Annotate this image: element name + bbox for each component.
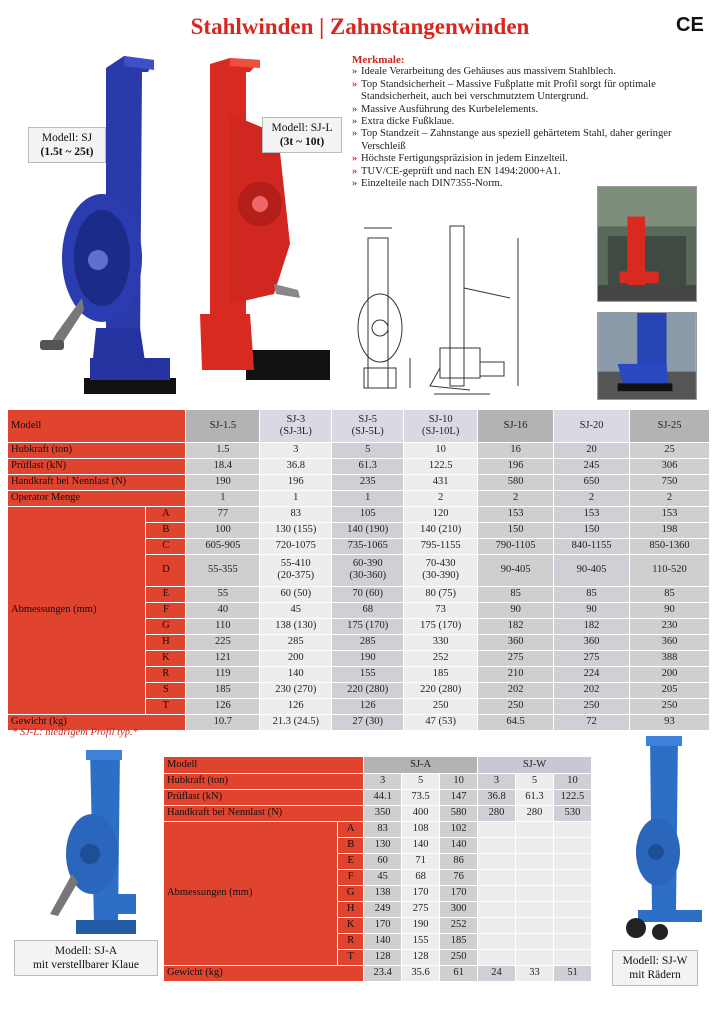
dimension-key: F [338,869,364,885]
table-cell: 5 [402,773,440,789]
empty-cell [516,901,554,917]
table-cell: 140 (210) [404,522,478,538]
empty-cell [516,853,554,869]
table-cell: 300 [440,901,478,917]
sjl-jack-image [190,54,340,394]
table-cell: 275 [478,650,554,666]
table-cell: 70-430 (30-390) [404,554,478,586]
table-cell: 73.5 [402,789,440,805]
table-cell: 2 [630,490,710,506]
table-cell: 153 [630,506,710,522]
row-label: Hubkraft (ton) [8,442,186,458]
table-cell: 2 [478,490,554,506]
dimension-key: B [338,837,364,853]
table-cell: 10 [404,442,478,458]
table-cell: 85 [554,586,630,602]
empty-cell [516,933,554,949]
table-cell: 61.3 [516,789,554,805]
table-cell: 285 [332,634,404,650]
table-cell: 170 [364,917,402,933]
table-cell: 170 [402,885,440,901]
sja-jack-image [32,744,172,940]
table-cell: 73 [404,602,478,618]
table-cell: 119 [186,666,260,682]
table-cell: 90-405 [478,554,554,586]
dimension-key: A [338,821,364,837]
dimension-key: A [146,506,186,522]
table-cell: 250 [404,698,478,714]
table-cell: 61 [440,965,478,981]
table-cell: 205 [630,682,710,698]
table-cell: 1 [332,490,404,506]
table-cell: 2 [404,490,478,506]
technical-drawing [350,218,590,403]
empty-cell [478,821,516,837]
table-cell: 47 (53) [404,714,478,730]
table-cell: 530 [553,805,591,821]
empty-cell [553,885,591,901]
empty-cell [516,917,554,933]
table-cell: 44.1 [364,789,402,805]
specs-table-sj [8,410,710,731]
empty-cell [553,933,591,949]
table-cell: 138 (130) [260,618,332,634]
table-cell: 55-410 (20-375) [260,554,332,586]
feature-item: » Top Standzeit – Zahnstange aus speziell gehärtetem Stahl, daher geringer Verschleiß [352,128,697,153]
table-cell: 250 [440,949,478,965]
table-cell: 110 [186,618,260,634]
table-cell: 155 [402,933,440,949]
table-cell: 230 (270) [260,682,332,698]
table-cell: 33 [516,965,554,981]
table-cell: 245 [554,458,630,474]
table-cell: 202 [554,682,630,698]
table-cell: 790-1105 [478,538,554,554]
table-cell: 122.5 [553,789,591,805]
table-cell: 140 [260,666,332,682]
table-cell: 10 [553,773,591,789]
table-cell: 5 [516,773,554,789]
row-label: Prüflast (kN) [164,789,364,805]
empty-cell [516,885,554,901]
table-cell: 210 [478,666,554,682]
table-cell: 2 [554,490,630,506]
table-cell: 55 [186,586,260,602]
dimension-key: E [338,853,364,869]
table-cell: 200 [630,666,710,682]
table-cell: 10 [440,773,478,789]
header-label: Modell [8,410,186,442]
table-cell: 24 [478,965,516,981]
table-cell: 275 [554,650,630,666]
group-header: SJ-A [364,757,478,773]
footnote: * SJ-L: niedrigem Profil typ.* [12,727,138,738]
table-cell: 182 [478,618,554,634]
table-cell: 252 [404,650,478,666]
empty-cell [553,917,591,933]
table-cell: 250 [554,698,630,714]
empty-cell [478,853,516,869]
table-cell: 40 [186,602,260,618]
table-cell: 175 (170) [332,618,404,634]
table-cell: 388 [630,650,710,666]
table-cell: 100 [186,522,260,538]
table-cell: 83 [364,821,402,837]
table-cell: 68 [332,602,404,618]
empty-cell [516,869,554,885]
sjw-model-desc: mit Rädern [629,969,681,981]
empty-cell [553,949,591,965]
table-cell: 140 [364,933,402,949]
feature-item: » Massive Ausführung des Kurbelelements. [352,104,697,116]
table-cell: 153 [478,506,554,522]
table-cell: 750 [630,474,710,490]
dimension-key: T [338,949,364,965]
table-cell: 10.7 [186,714,260,730]
table-cell: 90 [478,602,554,618]
table-cell: 18.4 [186,458,260,474]
table-cell: 3 [478,773,516,789]
table-cell: 580 [478,474,554,490]
row-label: Gewicht (kg) [8,714,186,730]
table-cell: 360 [478,634,554,650]
feature-item: » Top Standsicherheit – Massive Fußplatte mit Profil sorgt für optimale Standsicherheit, auch bei verschmutztem Untergrund. [352,79,697,104]
table-cell: 90 [554,602,630,618]
table-cell: 23.4 [364,965,402,981]
table-cell: 252 [440,917,478,933]
table-cell: 3 [364,773,402,789]
sjw-jack-image [598,732,708,944]
features-heading: Merkmale: [352,54,405,66]
empty-cell [516,821,554,837]
sj-jack-image [36,48,196,398]
table-cell: 249 [364,901,402,917]
sjl-model-range: (3t ~ 10t) [279,136,325,148]
table-cell: 220 (280) [332,682,404,698]
feature-item: » Ideale Verarbeitung des Gehäuses aus massivem Stahlblech. [352,66,697,78]
dimension-key: E [146,586,186,602]
table-cell: 605-905 [186,538,260,554]
machine-photo [597,186,697,302]
table-cell: 138 [364,885,402,901]
dimensions-label: Abmessungen (mm) [164,821,338,965]
table-cell: 170 [440,885,478,901]
sjl-model-name: Modell: SJ-L [271,122,333,134]
table-cell: 5 [332,442,404,458]
dimension-key: C [146,538,186,554]
table-cell: 155 [332,666,404,682]
table-cell: 224 [554,666,630,682]
column-header: SJ-3 (SJ-3L) [260,410,332,442]
table-cell: 431 [404,474,478,490]
dimension-key: R [146,666,186,682]
table-cell: 1 [186,490,260,506]
table-cell: 182 [554,618,630,634]
table-cell: 126 [186,698,260,714]
table-cell: 61.3 [332,458,404,474]
table-cell: 230 [630,618,710,634]
table-cell: 220 (280) [404,682,478,698]
feature-item: » Höchste Fertigungspräzision in jedem Einzelteil. [352,153,697,165]
feature-item: » TUV/CE-geprüft und nach EN 1494:2000+A1. [352,166,697,178]
table-cell: 25 [630,442,710,458]
feature-item: » Einzelteile nach DIN7355-Norm. [352,178,697,190]
column-header: SJ-10 (SJ-10L) [404,410,478,442]
empty-cell [478,949,516,965]
table-cell: 60 [364,853,402,869]
table-cell: 83 [260,506,332,522]
table-cell: 36.8 [478,789,516,805]
sjl-model-label [262,117,342,153]
empty-cell [478,885,516,901]
table-cell: 105 [332,506,404,522]
table-cell: 3 [260,442,332,458]
table-cell: 235 [332,474,404,490]
ce-mark: CE [676,14,704,36]
dimension-key: T [146,698,186,714]
column-header: SJ-5 (SJ-5L) [332,410,404,442]
sjw-model-name: Modell: SJ-W [622,955,688,967]
feature-item: » Extra dicke Fußklaue. [352,116,697,128]
row-label: Operator Menge [8,490,186,506]
table-cell: 90-405 [554,554,630,586]
table-cell: 60 (50) [260,586,332,602]
table-cell: 795-1155 [404,538,478,554]
table-cell: 16 [478,442,554,458]
empty-cell [553,821,591,837]
specs-table-sja-sjw [164,757,592,982]
table-cell: 330 [404,634,478,650]
table-cell: 580 [440,805,478,821]
table-cell: 185 [440,933,478,949]
table-cell: 280 [478,805,516,821]
column-header: SJ-1.5 [186,410,260,442]
table-cell: 650 [554,474,630,490]
sjw-model-label [612,950,698,986]
dimension-key: D [146,554,186,586]
table-cell: 122.5 [404,458,478,474]
table-cell: 185 [404,666,478,682]
table-cell: 60-390 (30-360) [332,554,404,586]
table-cell: 720-1075 [260,538,332,554]
table-cell: 196 [260,474,332,490]
table-cell: 102 [440,821,478,837]
table-cell: 128 [364,949,402,965]
dimension-key: H [146,634,186,650]
table-cell: 130 (155) [260,522,332,538]
table-cell: 175 (170) [404,618,478,634]
sj-model-name: Modell: SJ [41,132,93,144]
table-cell: 85 [478,586,554,602]
row-label: Gewicht (kg) [164,965,364,981]
sj-model-label [28,127,106,163]
table-cell: 196 [478,458,554,474]
table-cell: 27 (30) [332,714,404,730]
sja-model-desc: mit verstellbarer Klaue [32,959,139,971]
table-cell: 735-1065 [332,538,404,554]
table-cell: 250 [630,698,710,714]
table-cell: 150 [554,522,630,538]
row-label: Hubkraft (ton) [164,773,364,789]
table-cell: 126 [332,698,404,714]
table-cell: 850-1360 [630,538,710,554]
table-cell: 140 (190) [332,522,404,538]
dimension-key: K [338,917,364,933]
table-cell: 121 [186,650,260,666]
table-cell: 140 [440,837,478,853]
empty-cell [478,837,516,853]
empty-cell [553,901,591,917]
table-cell: 108 [402,821,440,837]
empty-cell [553,853,591,869]
table-cell: 45 [260,602,332,618]
table-cell: 280 [516,805,554,821]
column-header: SJ-16 [478,410,554,442]
table-cell: 70 (60) [332,586,404,602]
table-cell: 76 [440,869,478,885]
table-cell: 225 [186,634,260,650]
table-cell: 68 [402,869,440,885]
empty-cell [478,933,516,949]
header-label: Modell [164,757,364,773]
empty-cell [478,869,516,885]
table-cell: 202 [478,682,554,698]
table-cell: 90 [630,602,710,618]
table-cell: 35.6 [402,965,440,981]
table-cell: 45 [364,869,402,885]
table-cell: 190 [186,474,260,490]
features-list [352,54,697,190]
table-cell: 150 [478,522,554,538]
table-cell: 126 [260,698,332,714]
table-cell: 72 [554,714,630,730]
row-label: Handkraft bei Nennlast (N) [8,474,186,490]
dimension-key: R [338,933,364,949]
page-title: Stahlwinden | Zahnstangenwinden [190,14,530,39]
dimension-key: F [146,602,186,618]
column-header: SJ-25 [630,410,710,442]
table-cell: 200 [260,650,332,666]
dimension-key: G [146,618,186,634]
table-cell: 360 [554,634,630,650]
table-cell: 400 [402,805,440,821]
table-cell: 86 [440,853,478,869]
group-header: SJ-W [478,757,592,773]
table-cell: 110-520 [630,554,710,586]
table-cell: 153 [554,506,630,522]
dimension-key: S [146,682,186,698]
table-cell: 55-355 [186,554,260,586]
sja-model-name: Modell: SJ-A [54,945,118,957]
table-cell: 140 [402,837,440,853]
empty-cell [516,837,554,853]
table-cell: 77 [186,506,260,522]
dimensions-label: Abmessungen (mm) [8,506,146,714]
row-label: Handkraft bei Nennlast (N) [164,805,364,821]
table-cell: 147 [440,789,478,805]
table-cell: 51 [553,965,591,981]
table-cell: 64.5 [478,714,554,730]
table-cell: 285 [260,634,332,650]
dimension-key: G [338,885,364,901]
table-cell: 306 [630,458,710,474]
dimension-key: H [338,901,364,917]
empty-cell [516,949,554,965]
table-cell: 275 [402,901,440,917]
table-cell: 71 [402,853,440,869]
table-cell: 840-1155 [554,538,630,554]
table-cell: 190 [332,650,404,666]
blue-jack-photo [597,312,697,400]
table-cell: 1 [260,490,332,506]
table-cell: 93 [630,714,710,730]
column-header: SJ-20 [554,410,630,442]
table-cell: 128 [402,949,440,965]
sja-model-label [14,940,158,976]
table-cell: 198 [630,522,710,538]
table-cell: 185 [186,682,260,698]
table-cell: 21.3 (24.5) [260,714,332,730]
table-cell: 360 [630,634,710,650]
empty-cell [553,837,591,853]
table-cell: 190 [402,917,440,933]
table-cell: 85 [630,586,710,602]
table-cell: 120 [404,506,478,522]
table-cell: 20 [554,442,630,458]
table-cell: 350 [364,805,402,821]
dimension-key: B [146,522,186,538]
table-cell: 1.5 [186,442,260,458]
table-cell: 130 [364,837,402,853]
sj-model-range: (1.5t ~ 25t) [40,146,94,158]
table-cell: 80 (75) [404,586,478,602]
empty-cell [553,869,591,885]
table-cell: 36.8 [260,458,332,474]
table-cell: 250 [478,698,554,714]
empty-cell [478,917,516,933]
row-label: Prüflast (kN) [8,458,186,474]
empty-cell [478,901,516,917]
dimension-key: K [146,650,186,666]
